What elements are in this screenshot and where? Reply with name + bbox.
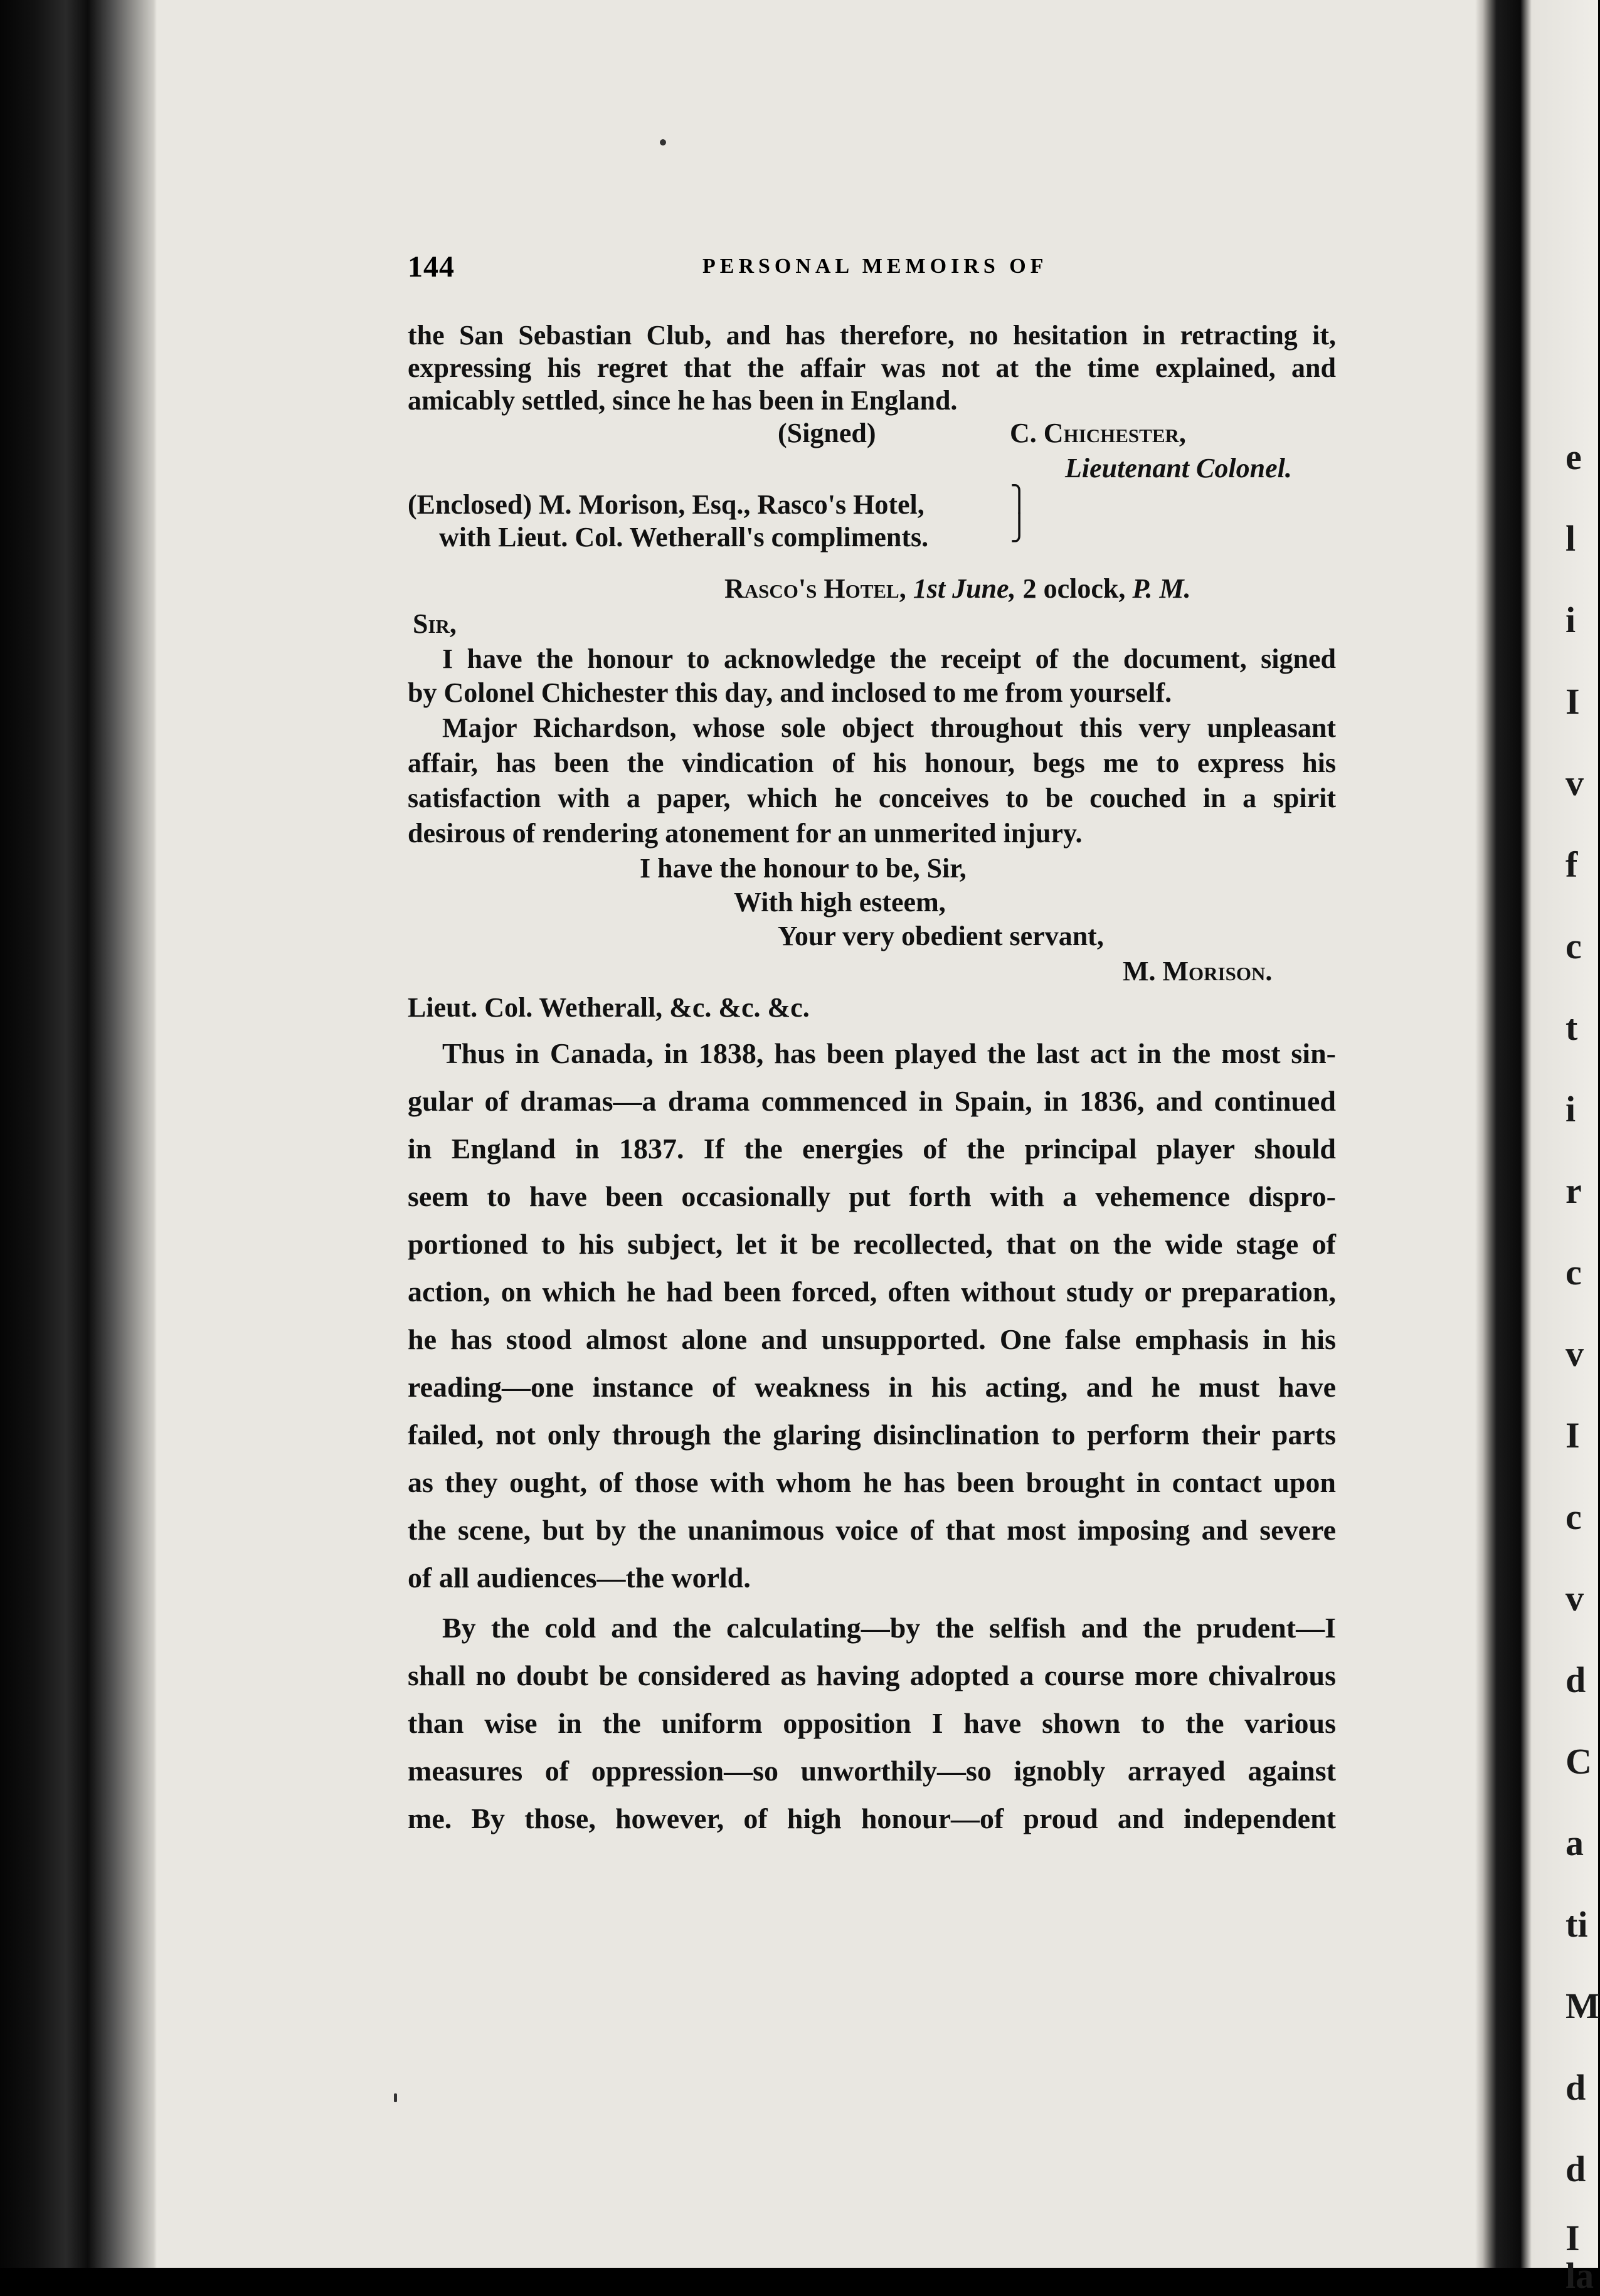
edge-letter: e: [1566, 436, 1582, 477]
signed-label: (Signed): [778, 418, 876, 448]
edge-letter: la: [1566, 2255, 1594, 2296]
brace-icon: ⎫ ⎭: [1010, 485, 1029, 542]
text-line: Thus in Canada, in 1838, has been played the last act in the most sin-: [442, 1037, 1336, 1069]
text-line: the San Sebastian Club, and has therefore, no hesitation in retracting it,: [408, 320, 1336, 351]
page-number: 144: [408, 250, 455, 283]
text-line: he has stood almost alone and unsupported. One false emphasis in his: [408, 1323, 1336, 1355]
page-header: [408, 250, 1336, 287]
text-line: satisfaction with a paper, which he conceives to be couched in a spirit: [408, 783, 1336, 813]
edge-letter: C: [1566, 1741, 1592, 1782]
edge-letter: v: [1566, 763, 1584, 803]
closing-line: With high esteem,: [734, 887, 946, 918]
text-line: By the cold and the calculating—by the selfish and the prudent—I: [442, 1612, 1336, 1644]
edge-letter: c: [1566, 1252, 1582, 1293]
edge-letter: d: [1566, 2067, 1586, 2108]
signer-name: C. Chichester,: [1010, 418, 1186, 448]
text-line: I have the honour to acknowledge the receipt of the document, signed: [442, 643, 1336, 674]
running-head: PERSONAL MEMOIRS OF: [702, 255, 1048, 278]
text-line: seem to have been occasionally put forth with a vehemence dispro-: [408, 1180, 1336, 1212]
text-line: Major Richardson, whose sole object throughout this very unpleasant: [442, 712, 1336, 743]
text-line: expressing his regret that the affair was not at the time explained, and: [408, 352, 1336, 383]
text-line: the scene, but by the unanimous voice of that most imposing and severe: [408, 1514, 1336, 1546]
letter-signer: M. Morison.: [1123, 956, 1273, 987]
text-line: gular of dramas—a drama commenced in Spain, in 1836, and continued: [408, 1085, 1336, 1117]
dateline-pm: P. M.: [1132, 573, 1191, 604]
edge-letter: v: [1566, 1333, 1584, 1374]
edge-letter: t: [1566, 1007, 1578, 1048]
dateline-time: 2 oclock,: [1022, 573, 1126, 604]
text-line: portioned to his subject, let it be recollected, that on the wide stage of: [408, 1228, 1336, 1260]
text-line: than wise in the uniform opposition I have shown to the various: [408, 1707, 1336, 1739]
text-line: measures of oppression—so unworthily—so ignobly arrayed against: [408, 1755, 1336, 1787]
closing-line: Your very obedient servant,: [778, 921, 1104, 951]
text-line: in England in 1837. If the energies of the principal player should: [408, 1133, 1336, 1165]
text-line: failed, not only through the glaring disinclination to perform their parts: [408, 1419, 1336, 1451]
text-line: shall no doubt be considered as having adopted a course more chivalrous: [408, 1659, 1336, 1691]
signer-rank: Lieutenant Colonel.: [1065, 453, 1292, 484]
closing-line: I have the honour to be, Sir,: [640, 853, 967, 884]
text-line: by Colonel Chichester this day, and inclosed to me from yourself.: [408, 677, 1172, 708]
enclosure-line: (Enclosed) M. Morison, Esq., Rasco's Hotel,: [408, 489, 925, 520]
edge-letter: i: [1566, 1089, 1576, 1129]
dateline: [724, 575, 1191, 603]
text-line: as they ought, of those with whom he has been brought in contact upon: [408, 1466, 1336, 1498]
edge-letter: a: [1566, 1823, 1584, 1863]
text-line: amicably settled, since he has been in England.: [408, 385, 958, 416]
edge-letter: I: [1566, 681, 1580, 722]
text-line: me. By those, however, of high honour—of proud and independent: [408, 1802, 1336, 1834]
edge-letter: ti: [1566, 1904, 1588, 1945]
enclosure-line: with Lieut. Col. Wetherall's compliments.: [439, 522, 929, 553]
speck: [394, 2093, 397, 2102]
edge-letter: c: [1566, 1496, 1582, 1537]
edge-letter: I: [1566, 1415, 1580, 1456]
edge-letter: c: [1566, 926, 1582, 966]
edge-letter: l: [1566, 518, 1576, 559]
edge-letter: v: [1566, 1578, 1584, 1619]
facing-page-strip: [1532, 0, 1598, 2268]
text-line: of all audiences—the world.: [408, 1562, 751, 1594]
text-line: desirous of rendering atonement for an unmerited injury.: [408, 818, 1083, 849]
text-line: affair, has been the vindication of his honour, begs me to express his: [408, 748, 1336, 778]
edge-letter: f: [1566, 844, 1578, 885]
binding-shadow-left: [0, 0, 157, 2268]
dateline-date: 1st June,: [913, 573, 1016, 604]
salutation: Sir,: [413, 608, 457, 639]
speck: [660, 139, 666, 145]
dateline-place: Rasco's Hotel,: [724, 573, 906, 604]
edge-letter: M: [1566, 1986, 1600, 2026]
edge-letter: d: [1566, 2149, 1586, 2189]
edge-letter: I: [1566, 2218, 1580, 2258]
text-line: reading—one instance of weakness in his acting, and he must have: [408, 1371, 1336, 1403]
edge-letter: d: [1566, 1659, 1586, 1700]
edge-letter: r: [1566, 1170, 1582, 1211]
addressee: Lieut. Col. Wetherall, &c. &c. &c.: [408, 992, 810, 1023]
edge-letter: i: [1566, 600, 1576, 640]
text-line: action, on which he had been forced, often without study or preparation,: [408, 1276, 1336, 1308]
